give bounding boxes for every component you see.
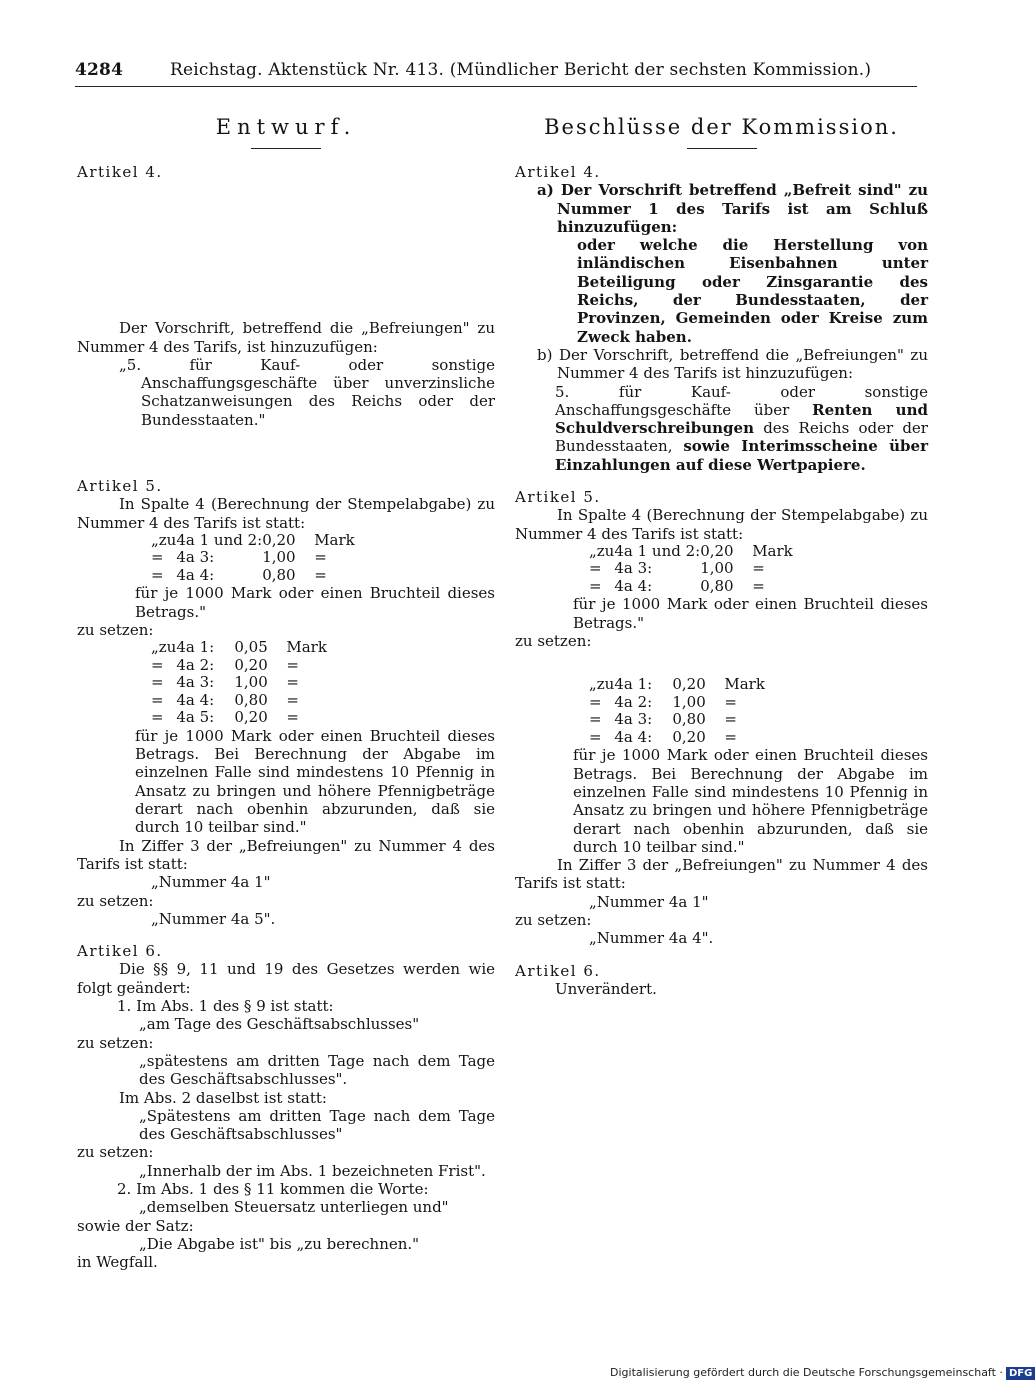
right-art6-text: Unverändert. bbox=[555, 979, 657, 998]
rate-position: 4a 3: bbox=[176, 673, 215, 692]
left-art4-item: „5. für Kauf- oder sonstige Anschaffungsgeschäfte über unverzinsliche Schatzanweisungen des Reichs oder der Bundesstaaten." bbox=[119, 355, 495, 429]
rate-unit: Mark bbox=[752, 541, 793, 560]
left-art5-ziffer: In Ziffer 3 der „Befreiungen" zu Nummer 4 des Tarifs ist statt: bbox=[77, 836, 495, 873]
rate-position: 4a 2: bbox=[614, 692, 653, 711]
rate-position: 4a 1 und 2: bbox=[176, 530, 263, 549]
rate-position: 4a 1: bbox=[176, 638, 215, 657]
b-item-bold-2: sowie Interimsscheine über Einzahlungen auf diese Wertpapiere. bbox=[555, 437, 928, 474]
rate-prefix: = bbox=[589, 727, 602, 746]
rate-value: 1,00 bbox=[262, 548, 296, 567]
left-art4-intro: Der Vorschrift, betreffend die „Befreiungen" zu Nummer 4 des Tarifs, ist hinzuzufügen: bbox=[77, 319, 495, 356]
rate-position: 4a 4: bbox=[614, 576, 653, 595]
rate-row bbox=[589, 694, 765, 712]
rate-prefix: = bbox=[589, 692, 602, 711]
right-art5-q2: „Nummer 4a 4". bbox=[589, 929, 714, 948]
right-art5-heading: Artikel 5. bbox=[515, 488, 601, 507]
left-art6-p2: 2. Im Abs. 1 des § 11 kommen die Worte: bbox=[117, 1179, 429, 1198]
left-column bbox=[77, 112, 495, 1271]
rate-row bbox=[151, 567, 355, 585]
right-column-title: Beschlüsse der Kommission. bbox=[544, 115, 899, 139]
rate-prefix: = bbox=[151, 690, 164, 709]
rate-value: 0,20 bbox=[234, 655, 268, 674]
b-item-pre: 5. für Kauf- oder sonstige Anschaffungsgeschäfte über bbox=[555, 382, 928, 419]
footer-text: Digitalisierung gefördert durch die Deutsche Forschungsgemeinschaft bbox=[610, 1366, 996, 1379]
b-item-mid: des Reichs oder der Bundesstaaten, bbox=[555, 419, 928, 456]
right-art5-intro: In Spalte 4 (Berechnung der Stempelabgabe) zu Nummer 4 des Tarifs ist statt: bbox=[515, 506, 928, 543]
rate-row bbox=[151, 674, 327, 692]
left-column-title: Entwurf. bbox=[215, 115, 357, 139]
rate-prefix: = bbox=[589, 576, 602, 595]
rate-value: 0,20 bbox=[672, 675, 706, 694]
rate-position: 4a 3: bbox=[614, 710, 653, 729]
rate-value: 0,20 bbox=[262, 530, 296, 549]
right-art5-q1: „Nummer 4a 1" bbox=[589, 892, 709, 911]
rate-prefix: = bbox=[151, 548, 164, 567]
right-rate-table-old bbox=[589, 543, 793, 596]
left-art5-q2: „Nummer 4a 5". bbox=[151, 909, 276, 928]
rate-prefix: „zu bbox=[151, 530, 177, 549]
rate-position: 4a 4: bbox=[614, 727, 653, 746]
rate-value: 0,20 bbox=[234, 708, 268, 727]
left-art6-p1b-q1: „Spätestens am dritten Tage nach dem Tage des Geschäftsabschlusses" bbox=[139, 1106, 495, 1144]
rate-value: 1,00 bbox=[234, 673, 268, 692]
rate-row bbox=[589, 578, 793, 596]
right-rate-table-new bbox=[589, 676, 765, 746]
left-art5-after1: für je 1000 Mark oder einen Bruchteil dieses Betrags." bbox=[135, 584, 495, 621]
rate-value: 1,00 bbox=[700, 559, 734, 578]
rate-value: 0,20 bbox=[700, 541, 734, 560]
rate-row bbox=[589, 543, 793, 561]
rate-unit: = bbox=[314, 565, 327, 584]
rate-position: 4a 4: bbox=[176, 565, 215, 584]
rate-row bbox=[589, 676, 765, 694]
right-art4-a-insert: oder welche die Herstellung von inländischen Eisenbahnen unter Beteiligung oder Zinsgarantie des Reichs, der Bundesstaaten, der Provinzen, Gemeinden oder Kreise zum Zweck haben. bbox=[577, 236, 928, 346]
rate-prefix: = bbox=[589, 710, 602, 729]
rate-value: 1,00 bbox=[672, 692, 706, 711]
left-rate-table-old bbox=[151, 532, 355, 585]
left-art6-p1: 1. Im Abs. 1 des § 9 ist statt: bbox=[117, 997, 334, 1016]
right-art4-heading: Artikel 4. bbox=[515, 163, 601, 181]
rate-row bbox=[589, 711, 765, 729]
rate-position: 4a 5: bbox=[176, 708, 215, 727]
right-art4-b-item bbox=[555, 383, 928, 474]
rate-unit: = bbox=[286, 655, 299, 674]
left-art6-p1-q1: „am Tage des Geschäftsabschlusses" bbox=[139, 1015, 420, 1034]
rate-position: 4a 4: bbox=[176, 690, 215, 709]
rate-unit: = bbox=[724, 692, 737, 711]
right-art5-after2: für je 1000 Mark oder einen Bruchteil dieses Betrags. Bei Berechnung der Abgabe im einzelnen Falle sind mindestens 10 Pfennig in Ansatz zu bringen und höhere Pfennigbeträge derart nach obenhin abzurunden, daß sie durch 10 teilbar sind." bbox=[573, 746, 928, 856]
rate-unit: = bbox=[752, 559, 765, 578]
right-art5-ziffer: In Ziffer 3 der „Befreiungen" zu Nummer 4 des Tarifs ist statt: bbox=[515, 856, 928, 893]
left-art5-intro: In Spalte 4 (Berechnung der Stempelabgabe) zu Nummer 4 des Tarifs ist statt: bbox=[77, 495, 495, 532]
rate-position: 4a 1: bbox=[614, 675, 653, 694]
rate-prefix: = bbox=[151, 655, 164, 674]
rate-prefix: „zu bbox=[589, 675, 615, 694]
left-art6-heading: Artikel 6. bbox=[77, 942, 163, 961]
rate-value: 0,05 bbox=[234, 638, 268, 657]
rate-prefix: = bbox=[151, 708, 164, 727]
left-art6-p1-q2: „spätestens am dritten Tage nach dem Tage des Geschäftsabschlusses". bbox=[139, 1051, 495, 1089]
left-art6-p1b-q2: „Innerhalb der im Abs. 1 bezeichneten Frist". bbox=[139, 1161, 486, 1180]
left-art6-p2-satz: sowie der Satz: bbox=[77, 1216, 194, 1235]
rate-position: 4a 3: bbox=[176, 548, 215, 567]
left-art6-p2-q2: „Die Abgabe ist" bis „zu berechnen." bbox=[139, 1234, 420, 1253]
dfg-logo: DFG bbox=[1006, 1367, 1035, 1380]
rate-prefix: = bbox=[589, 559, 602, 578]
left-art5-after2: für je 1000 Mark oder einen Bruchteil dieses Betrags. Bei Berechnung der Abgabe im einzelnen Falle sind mindestens 10 Pfennig in Ansatz zu bringen und höhere Pfennigbeträge derart nach obenhin abzurunden, daß sie durch 10 teilbar sind." bbox=[135, 726, 495, 837]
rate-unit: = bbox=[752, 576, 765, 595]
left-art6-zs1: zu setzen: bbox=[77, 1033, 154, 1052]
page-number: 4284 bbox=[75, 60, 124, 80]
right-art6-heading: Artikel 6. bbox=[515, 961, 601, 980]
left-art4-heading: Artikel 4. bbox=[77, 163, 163, 181]
right-art5-after1: für je 1000 Mark oder einen Bruchteil dieses Betrags." bbox=[573, 595, 928, 632]
b-item-bold-1: Renten und Schuldverschreibungen bbox=[555, 400, 928, 438]
right-art4-b-text: b) Der Vorschrift, betreffend die „Befreiungen" zu Nummer 4 des Tarifs ist hinzuzufügen: bbox=[537, 345, 928, 383]
left-art6-p2-q1: „demselben Steuersatz unterliegen und" bbox=[139, 1198, 449, 1217]
rate-unit: = bbox=[286, 708, 299, 727]
rate-unit: = bbox=[724, 727, 737, 746]
left-art5-q1: „Nummer 4a 1" bbox=[151, 873, 271, 892]
rate-position: 4a 3: bbox=[614, 559, 653, 578]
rate-row bbox=[151, 657, 327, 675]
right-art4-a-text: a) Der Vorschrift betreffend „Befreit sind" zu Nummer 1 des Tarifs ist am Schluß hinzuzufügen: bbox=[537, 181, 928, 236]
rate-unit: Mark bbox=[724, 675, 765, 694]
left-art6-intro: Die §§ 9, 11 und 19 des Gesetzes werden wie folgt geändert: bbox=[77, 960, 495, 997]
header-title: Reichstag. Aktenstück Nr. 413. (Mündlicher Bericht der sechsten Kommission.) bbox=[170, 60, 872, 80]
rate-prefix: „zu bbox=[589, 541, 615, 560]
rate-row bbox=[589, 560, 793, 578]
left-art6-zs2: zu setzen: bbox=[77, 1143, 154, 1162]
digitization-credit: Digitalisierung gefördert durch die Deutsche Forschungsgemeinschaft · DFG bbox=[610, 1366, 1035, 1380]
rate-value: 0,80 bbox=[234, 690, 268, 709]
rate-prefix: = bbox=[151, 673, 164, 692]
rate-row bbox=[151, 549, 355, 567]
right-zu-setzen-2: zu setzen: bbox=[515, 911, 592, 929]
rate-prefix: = bbox=[151, 565, 164, 584]
rate-value: 0,80 bbox=[672, 710, 706, 729]
running-header bbox=[75, 60, 917, 80]
rate-unit: = bbox=[286, 673, 299, 692]
rate-unit: = bbox=[286, 690, 299, 709]
rate-position: 4a 2: bbox=[176, 655, 215, 674]
rate-row bbox=[589, 729, 765, 747]
rate-unit: Mark bbox=[314, 530, 355, 549]
rate-row bbox=[151, 532, 355, 550]
left-art6-wegfall: in Wegfall. bbox=[77, 1253, 158, 1272]
left-zu-setzen: zu setzen: bbox=[77, 621, 154, 640]
right-column bbox=[515, 112, 928, 998]
left-art6-p1b: Im Abs. 2 daselbst ist statt: bbox=[119, 1088, 327, 1107]
left-art5-heading: Artikel 5. bbox=[77, 477, 163, 496]
right-zu-setzen: zu setzen: bbox=[515, 632, 592, 651]
header-rule bbox=[75, 86, 917, 87]
rate-position: 4a 1 und 2: bbox=[614, 541, 701, 560]
rate-value: 0,80 bbox=[262, 565, 296, 584]
left-rate-table-new bbox=[151, 639, 327, 727]
rate-row bbox=[151, 709, 327, 727]
rate-value: 0,20 bbox=[672, 727, 706, 746]
rate-row bbox=[151, 639, 327, 657]
rate-row bbox=[151, 692, 327, 710]
rate-value: 0,80 bbox=[700, 576, 734, 595]
rate-unit: = bbox=[724, 710, 737, 729]
rate-unit: = bbox=[314, 548, 327, 567]
rate-prefix: „zu bbox=[151, 638, 177, 657]
left-zu-setzen-2: zu setzen: bbox=[77, 891, 154, 910]
rate-unit: Mark bbox=[286, 638, 327, 657]
